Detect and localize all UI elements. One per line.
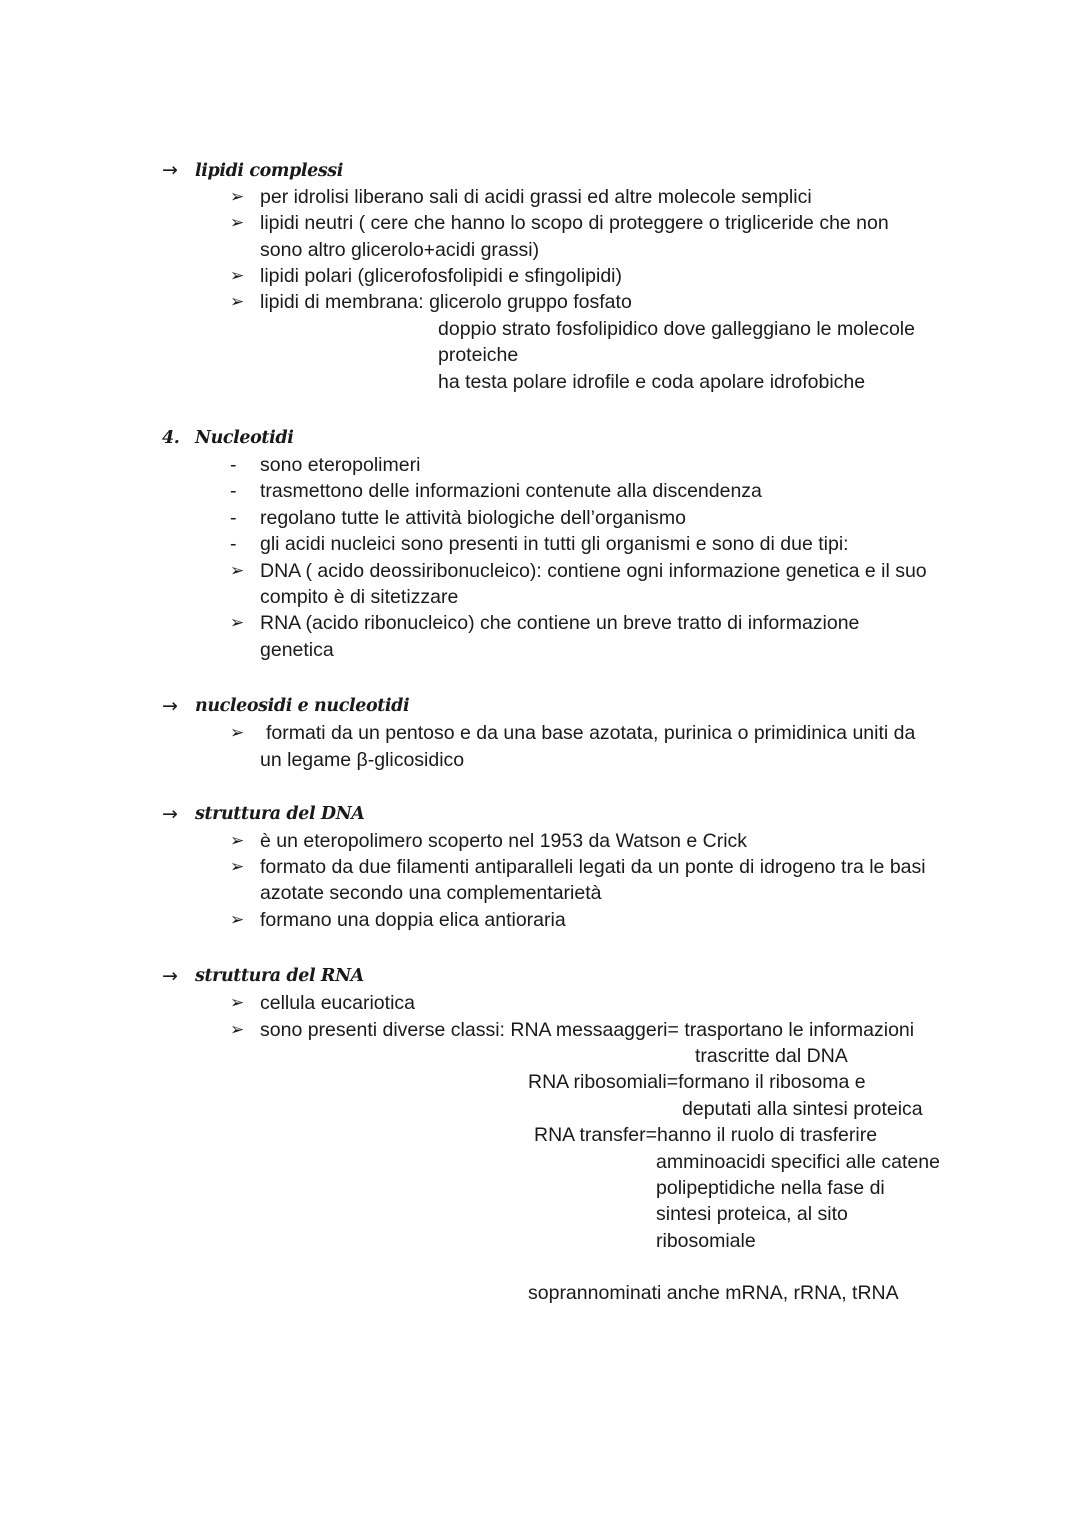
bullet-icon: ➢	[230, 857, 245, 877]
list-item-continuation: amminoacidi specifici alle catene	[656, 1151, 940, 1173]
dash-icon: -	[230, 454, 237, 476]
list-item-continuation: trascritte dal DNA	[695, 1045, 848, 1067]
bullet-icon: ➢	[230, 1020, 245, 1040]
list-item-continuation: compito è di sitetizzare	[260, 586, 459, 608]
bullet-icon: ➢	[230, 187, 245, 207]
list-item-continuation: polipeptidiche nella fase di	[656, 1177, 885, 1199]
heading-rna: struttura del RNA	[195, 966, 364, 986]
list-item: trasmettono delle informazioni contenute alla discendenza	[260, 480, 762, 502]
list-item: sono presenti diverse classi: RNA messaaggeri= trasportano le informazioni	[260, 1019, 915, 1041]
bullet-icon: ➢	[230, 723, 245, 743]
list-item: è un eteropolimero scoperto nel 1953 da Watson e Crick	[260, 830, 748, 852]
list-item: gli acidi nucleici sono presenti in tutti gli organismi e sono di due tipi:	[260, 533, 849, 555]
arrow-icon: →	[162, 803, 178, 825]
bullet-icon: ➢	[230, 561, 245, 581]
bullet-icon: ➢	[230, 831, 245, 851]
bullet-icon: ➢	[230, 266, 245, 286]
list-item-continuation: deputati alla sintesi proteica	[682, 1098, 923, 1120]
list-item-continuation: azotate secondo una complementarietà	[260, 882, 602, 904]
list-item: sono eteropolimeri	[260, 454, 421, 476]
list-item-continuation: RNA transfer=hanno il ruolo di trasferire	[534, 1124, 878, 1146]
list-item: formati da un pentoso e da una base azotata, purinica o primidinica uniti da	[266, 722, 916, 744]
heading-dna: struttura del DNA	[195, 804, 365, 824]
list-item-continuation: proteiche	[438, 344, 519, 366]
list-item-continuation: ribosomiale	[656, 1230, 756, 1252]
list-item-continuation: ha testa polare idrofile e coda apolare idrofobiche	[438, 371, 866, 393]
list-item: regolano tutte le attività biologiche dell’organismo	[260, 507, 687, 529]
list-item: formano una doppia elica antioraria	[260, 909, 566, 931]
list-item: lipidi polari (glicerofosfolipidi e sfingolipidi)	[260, 265, 623, 287]
list-item-continuation: un legame β-glicosidico	[260, 749, 465, 771]
list-item: formato da due filamenti antiparalleli legati da un ponte di idrogeno tra le basi	[260, 856, 926, 878]
bullet-icon: ➢	[230, 213, 245, 233]
list-item: RNA (acido ribonucleico) che contiene un breve tratto di informazione	[260, 612, 860, 634]
list-item: cellula eucariotica	[260, 992, 416, 1014]
note-text: soprannominati anche mRNA, rRNA, tRNA	[528, 1282, 899, 1304]
heading-lipidi-complessi: lipidi complessi	[195, 161, 343, 181]
bullet-icon: ➢	[230, 292, 245, 312]
list-item: lipidi di membrana: glicerolo gruppo fosfato	[260, 291, 632, 313]
dash-icon: -	[230, 480, 237, 502]
bullet-icon: ➢	[230, 993, 245, 1013]
list-item-continuation: sintesi proteica, al sito	[656, 1203, 848, 1225]
heading-nucleotidi: Nucleotidi	[195, 428, 294, 448]
bullet-icon: ➢	[230, 613, 245, 633]
list-item: per idrolisi liberano sali di acidi grassi ed altre molecole semplici	[260, 186, 812, 208]
list-item: lipidi neutri ( cere che hanno lo scopo di proteggere o trigliceride che non	[260, 212, 889, 234]
list-item: DNA ( acido deossiribonucleico): contiene ogni informazione genetica e il suo	[260, 560, 927, 582]
list-item-continuation: sono altro glicerolo+acidi grassi)	[260, 239, 540, 261]
heading-nucleosidi: nucleosidi e nucleotidi	[195, 696, 410, 716]
list-item-continuation: RNA ribosomiali=formano il ribosoma e	[528, 1071, 866, 1093]
list-item-continuation: genetica	[260, 639, 334, 661]
dash-icon: -	[230, 507, 237, 529]
arrow-icon: →	[162, 159, 178, 181]
dash-icon: -	[230, 533, 237, 555]
bullet-icon: ➢	[230, 910, 245, 930]
arrow-icon: →	[162, 965, 178, 987]
arrow-icon: →	[162, 695, 178, 717]
section-number: 4.	[162, 428, 180, 448]
list-item-continuation: doppio strato fosfolipidico dove galleggiano le molecole	[438, 318, 915, 340]
